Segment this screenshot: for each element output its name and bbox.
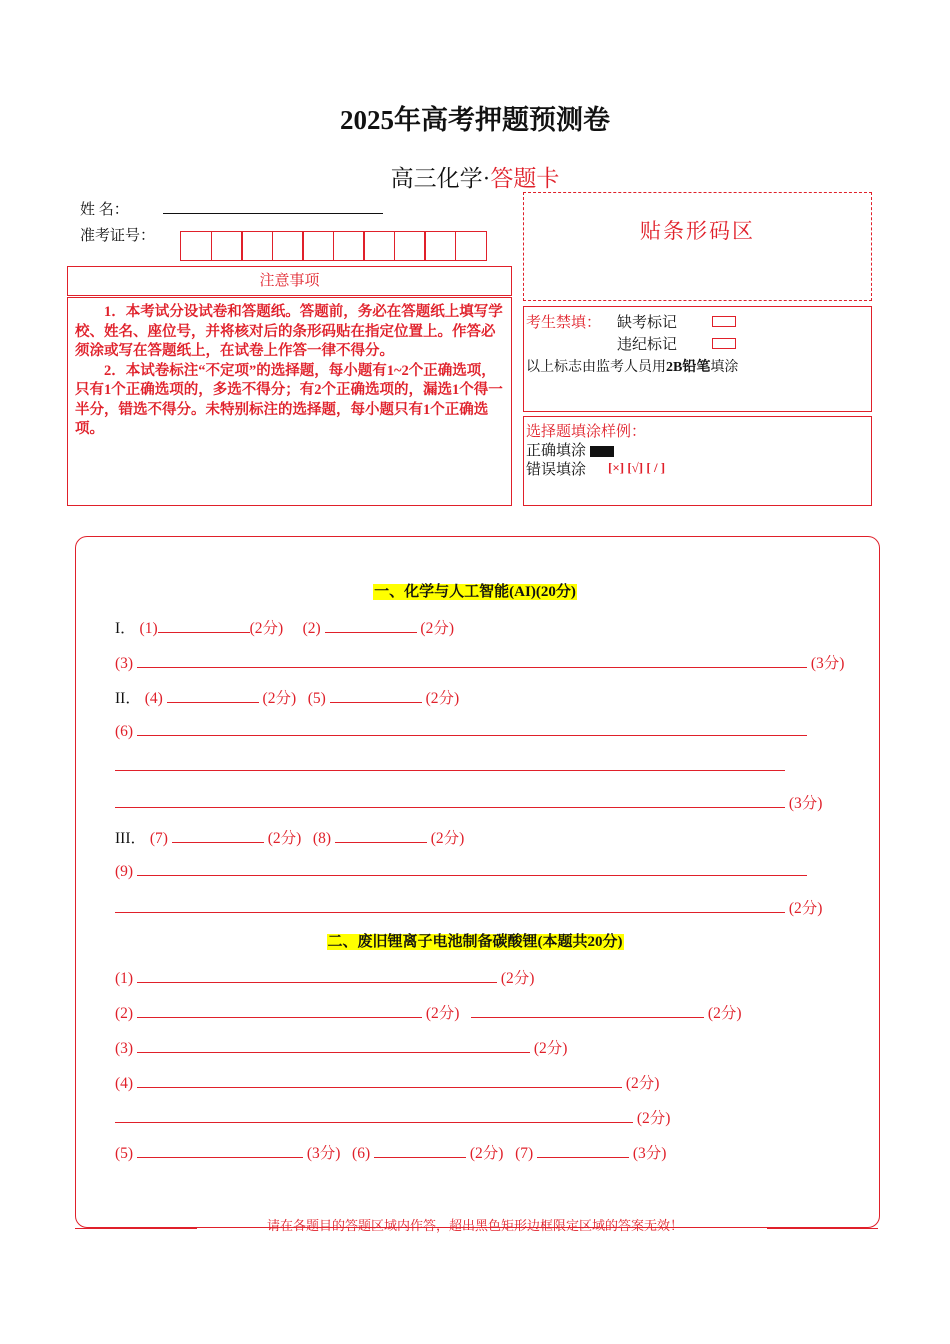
fill-sample-box: [523, 416, 872, 506]
s2-q3-points: (2分): [533, 1040, 568, 1057]
section-2-title: [0, 930, 950, 951]
notice-item-1: 1．本考试分设试卷和答题纸。答题前，务必在答题纸上填写学校、姓名、座位号，并将核对后的条形码贴在指定位置上。作答必须涂或写在答题纸上，在试卷上作答一律不得分。: [75, 304, 503, 359]
q5-answer-blank[interactable]: [330, 688, 422, 703]
q9-label: (9): [115, 863, 134, 880]
exam-id-digit-box[interactable]: [455, 231, 487, 261]
q9-points: (2分): [788, 900, 823, 917]
exam-id-digit-box[interactable]: [211, 231, 243, 261]
s2-q2-points-2: (2分): [707, 1005, 742, 1022]
q4-label: (4): [144, 690, 163, 707]
s2-q7-label: (7): [515, 1145, 534, 1162]
answer-row-q3: [115, 651, 844, 673]
s2-q6-label: (6): [352, 1145, 371, 1162]
section-1-title: [0, 580, 950, 601]
s2-q4-answer-blank-2[interactable]: [115, 1108, 633, 1123]
s2-q7-points: (3分): [632, 1145, 667, 1162]
violation-mark-box[interactable]: [712, 338, 736, 349]
exam-id-digit-box[interactable]: [180, 231, 212, 261]
exam-marks-title: 考生禁填：: [526, 315, 602, 331]
exam-id-digit-box[interactable]: [302, 231, 334, 261]
absent-label: 缺考标记: [617, 315, 678, 331]
s2-q6-answer-blank[interactable]: [374, 1143, 466, 1158]
s2-answer-row-q5-q7: [115, 1141, 666, 1163]
q4-points: (2分): [262, 690, 297, 707]
notice-item-2: 2．本试卷标注“不定项”的选择题，每小题有1~2个正确选项，只有1个正确选项的，多选不得分；有2个正确选项的，漏选1个得一半分，错选不得分。未特别标注的选择题，每小题只有1个正确选项。: [75, 362, 503, 437]
q9-answer-blank-1[interactable]: [137, 861, 807, 876]
q6-answer-blank-3[interactable]: [115, 793, 785, 808]
q1-label: (1): [139, 620, 158, 637]
answer-row-II: [115, 686, 459, 708]
page-title: 2025年高考押题预测卷: [340, 105, 610, 135]
q3-label: (3): [115, 655, 134, 672]
part-II-label: II．: [115, 690, 141, 707]
q4-answer-blank[interactable]: [167, 688, 259, 703]
name-label: 姓 名：: [80, 202, 129, 218]
answer-row-q6: [115, 721, 807, 741]
section-1-title-text: 一、化学与人工智能(AI)(20分): [374, 584, 576, 600]
q3-points: (3分): [810, 655, 845, 672]
part-I-label: I．: [115, 620, 136, 637]
exam-id-digit-box[interactable]: [394, 231, 426, 261]
exam-id-digit-box[interactable]: [241, 231, 273, 261]
q3-answer-blank[interactable]: [137, 653, 807, 668]
note-suffix: 填涂: [710, 360, 739, 375]
fill-sample-title: 选择题填涂样例：: [526, 424, 647, 440]
q5-points: (2分): [425, 690, 460, 707]
correct-fill-row: [526, 439, 614, 460]
s2-q7-answer-blank[interactable]: [537, 1143, 629, 1158]
barcode-area[interactable]: [523, 192, 872, 301]
exam-id-digit-box[interactable]: [363, 231, 395, 261]
s2-q2-points-1: (2分): [425, 1005, 460, 1022]
q8-answer-blank[interactable]: [335, 828, 427, 843]
exam-id-digit-box[interactable]: [424, 231, 456, 261]
notice-heading: 注意事项: [67, 266, 512, 296]
s2-q5-label: (5): [115, 1145, 134, 1162]
part-III-label: III．: [115, 830, 146, 847]
s2-q5-points: (3分): [306, 1145, 341, 1162]
q5-label: (5): [307, 690, 326, 707]
s2-answer-row-q3: [115, 1036, 567, 1058]
q6-points: (3分): [788, 795, 823, 812]
s2-q4-label: (4): [115, 1075, 134, 1092]
answer-row-III: [115, 826, 464, 848]
s2-answer-row-q2: [115, 1001, 741, 1023]
note-prefix: 以上标志由监考人员用: [526, 360, 666, 375]
section-2-title-text: 二、废旧锂离子电池制备碳酸锂(本题共20分): [327, 934, 623, 950]
s2-q1-answer-blank[interactable]: [137, 968, 497, 983]
answer-row-q9: [115, 861, 807, 881]
q2-label: (2): [302, 620, 321, 637]
exam-id-digit-box[interactable]: [333, 231, 365, 261]
s2-q4-points-2: (2分): [636, 1110, 671, 1127]
s2-q4-points-1: (2分): [625, 1075, 660, 1092]
wrong-fill-label: 错误填涂: [526, 462, 587, 478]
footer-note: 请在各题目的答题区域内作答，超出黑色矩形边框限定区域的答案无效！: [266, 1218, 683, 1233]
answer-row-I: [115, 616, 454, 638]
q6-label: (6): [115, 723, 134, 740]
q1-points: (2分): [249, 620, 284, 637]
answer-row-q6-cont: [115, 756, 785, 776]
q9-answer-blank-2[interactable]: [115, 898, 785, 913]
exam-marks-note: [526, 356, 738, 376]
s2-q2-answer-blank-2[interactable]: [471, 1003, 704, 1018]
q2-answer-blank[interactable]: [325, 618, 417, 633]
q7-label: (7): [149, 830, 168, 847]
exam-id-digit-box[interactable]: [272, 231, 304, 261]
q8-points: (2分): [430, 830, 465, 847]
s2-answer-row-q4: [115, 1071, 659, 1093]
q2-points: (2分): [420, 620, 454, 637]
q8-label: (8): [312, 830, 331, 847]
wrong-fill-samples: [×] [√] [ / ]: [608, 460, 666, 475]
correct-fill-label: 正确填涂: [526, 443, 587, 459]
exam-id-boxes[interactable]: [180, 231, 485, 261]
page-subtitle: [0, 160, 950, 193]
absent-mark-box[interactable]: [712, 316, 736, 327]
s2-q4-answer-blank-1[interactable]: [137, 1073, 622, 1088]
q6-answer-blank-2[interactable]: [115, 756, 785, 771]
s2-q6-points: (2分): [469, 1145, 504, 1162]
answer-row-q9-end: [115, 896, 822, 918]
s2-answer-row-q1: [115, 966, 534, 988]
answer-row-q6-end: [115, 791, 822, 813]
notice-box: [67, 297, 512, 506]
barcode-label: 贴条形码区: [640, 219, 755, 243]
s2-answer-row-q4-cont: [115, 1106, 670, 1128]
s2-q1-points: (2分): [500, 970, 535, 987]
q7-points: (2分): [267, 830, 302, 847]
correct-fill-sample: [590, 446, 614, 457]
note-pencil: 2B铅笔: [666, 360, 711, 375]
exam-id-label: 准考证号：: [80, 228, 156, 244]
subtitle-subject: 高三化学·: [390, 166, 491, 191]
q7-answer-blank[interactable]: [172, 828, 264, 843]
s2-q2-label: (2): [115, 1005, 134, 1022]
violation-label: 违纪标记: [617, 337, 678, 353]
s2-q1-label: (1): [115, 970, 134, 987]
s2-q5-answer-blank[interactable]: [137, 1143, 303, 1158]
s2-q3-answer-blank[interactable]: [137, 1038, 530, 1053]
subtitle-answer-sheet: 答题卡: [490, 166, 560, 191]
q6-answer-blank-1[interactable]: [137, 721, 807, 736]
q1-answer-blank[interactable]: [158, 618, 250, 633]
name-field[interactable]: [163, 213, 383, 214]
s2-q2-answer-blank-1[interactable]: [137, 1003, 422, 1018]
exam-marks-box: [523, 306, 872, 412]
s2-q3-label: (3): [115, 1040, 134, 1057]
